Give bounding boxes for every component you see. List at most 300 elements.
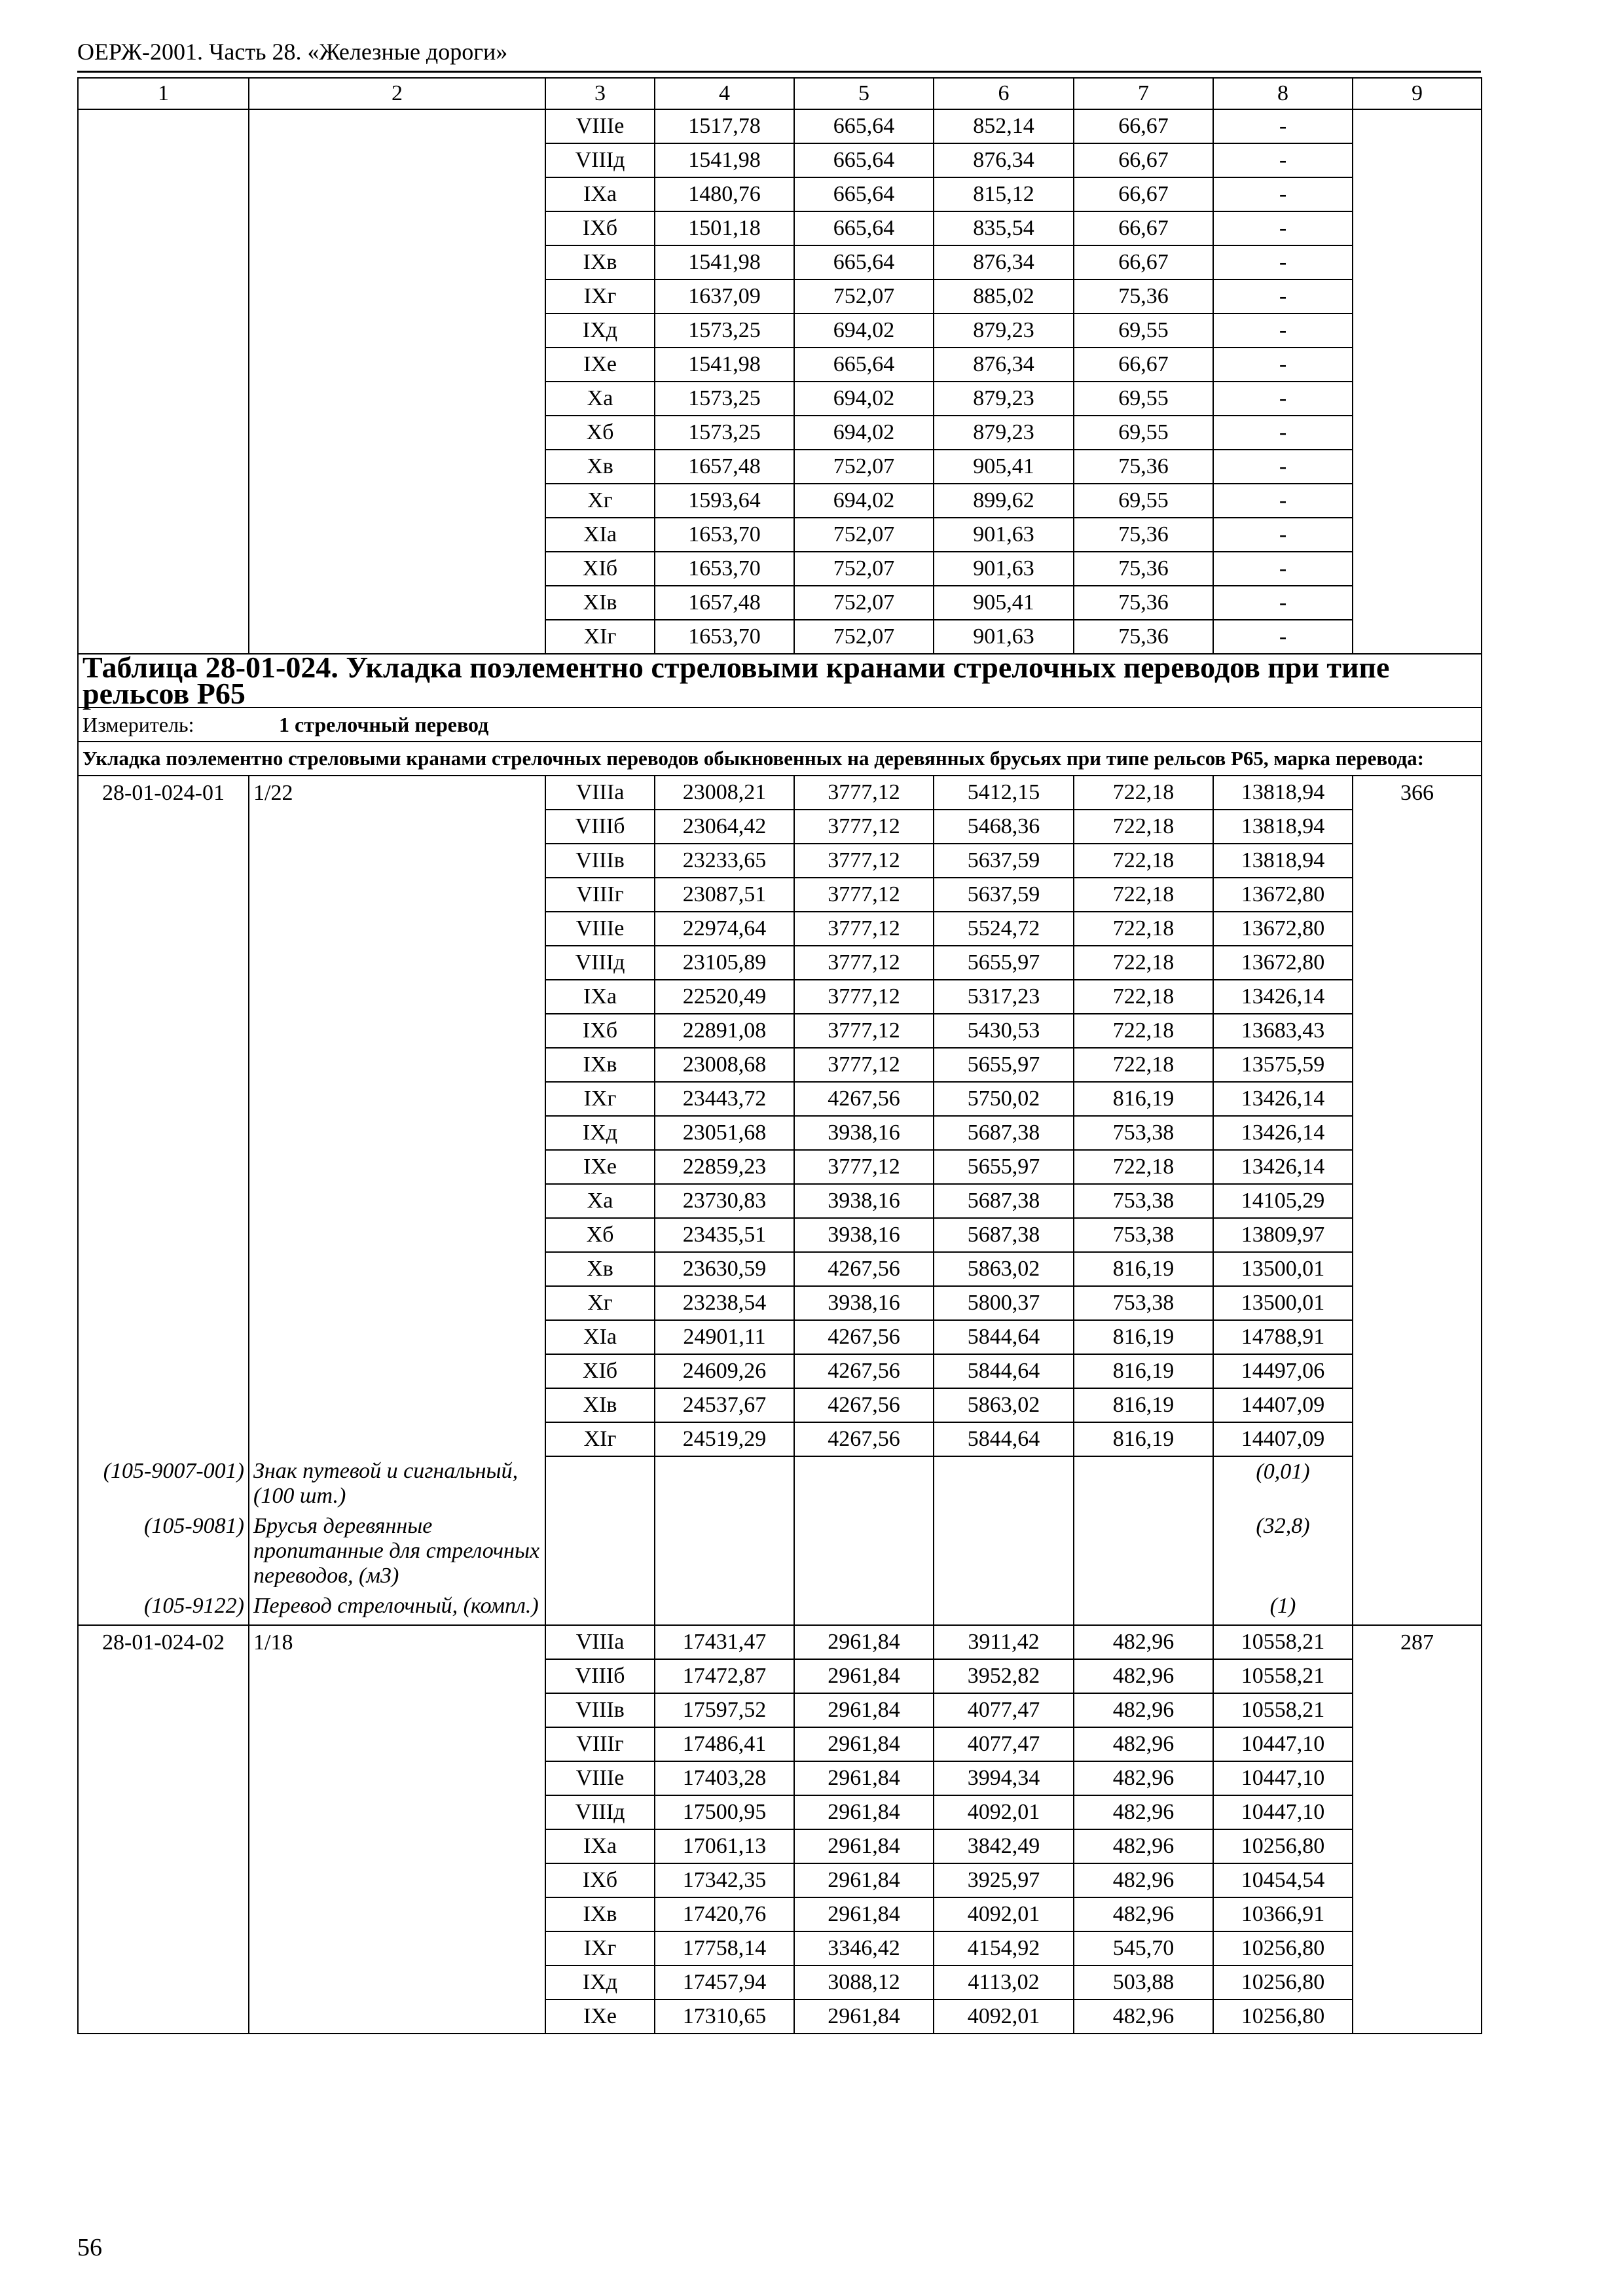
table-row bbox=[78, 2000, 1482, 2034]
value-cell: 10558,21 bbox=[1213, 1625, 1353, 1659]
value-cell: - bbox=[1213, 484, 1353, 518]
table-row bbox=[78, 1116, 1482, 1150]
mark-cell: XIа bbox=[545, 1320, 655, 1354]
value-cell: 5750,02 bbox=[934, 1082, 1074, 1116]
empty-cell bbox=[249, 1014, 545, 1048]
mark-cell: Xа bbox=[545, 1184, 655, 1218]
value-cell: 722,18 bbox=[1074, 810, 1213, 844]
value-cell: 23435,51 bbox=[655, 1218, 794, 1252]
empty-cell bbox=[545, 1456, 655, 1511]
value-cell: 694,02 bbox=[794, 484, 934, 518]
value-cell: 22859,23 bbox=[655, 1150, 794, 1184]
empty-cell bbox=[1353, 1863, 1482, 1897]
empty-cell bbox=[249, 1252, 545, 1286]
empty-cell bbox=[1353, 1048, 1482, 1082]
value-cell: 1653,70 bbox=[655, 552, 794, 586]
mark-cell: IXа bbox=[545, 980, 655, 1014]
value-cell: 5655,97 bbox=[934, 946, 1074, 980]
table-title: Таблица 28-01-024. Укладка поэлементно стреловыми кранами стрелочных переводов при типе рельсов Р65 bbox=[78, 654, 1482, 708]
value-cell: 482,96 bbox=[1074, 1761, 1213, 1795]
value-cell: 23008,68 bbox=[655, 1048, 794, 1082]
empty-cell bbox=[1353, 1286, 1482, 1320]
empty-cell bbox=[1353, 1591, 1482, 1625]
value-cell: 665,64 bbox=[794, 211, 934, 245]
value-cell: 753,38 bbox=[1074, 1116, 1213, 1150]
mark-cell: VIIIв bbox=[545, 1693, 655, 1727]
value-cell: 901,63 bbox=[934, 518, 1074, 552]
table-row bbox=[78, 1965, 1482, 2000]
empty-cell bbox=[1353, 844, 1482, 878]
value-cell: 665,64 bbox=[794, 143, 934, 177]
empty-cell bbox=[1353, 450, 1482, 484]
value-cell: 10454,54 bbox=[1213, 1863, 1353, 1897]
empty-cell bbox=[1353, 348, 1482, 382]
empty-cell bbox=[249, 2000, 545, 2034]
value-cell: 1593,64 bbox=[655, 484, 794, 518]
mark-cell: VIIIе bbox=[545, 912, 655, 946]
value-cell: 1573,25 bbox=[655, 382, 794, 416]
value-cell: 3994,34 bbox=[934, 1761, 1074, 1795]
empty-cell bbox=[249, 1829, 545, 1863]
empty-cell bbox=[249, 1795, 545, 1829]
value-cell: 3938,16 bbox=[794, 1218, 934, 1252]
value-cell: 482,96 bbox=[1074, 1829, 1213, 1863]
table-row bbox=[78, 1931, 1482, 1965]
empty-cell bbox=[78, 382, 249, 416]
empty-cell bbox=[249, 912, 545, 946]
value-cell: 23630,59 bbox=[655, 1252, 794, 1286]
value-cell: 815,12 bbox=[934, 177, 1074, 211]
value-cell: 482,96 bbox=[1074, 1863, 1213, 1897]
mark-cell: VIIIг bbox=[545, 1727, 655, 1761]
table-row bbox=[78, 1320, 1482, 1354]
empty-cell bbox=[78, 878, 249, 912]
empty-cell bbox=[249, 348, 545, 382]
empty-cell bbox=[249, 1286, 545, 1320]
value-cell: 10256,80 bbox=[1213, 1931, 1353, 1965]
empty-cell bbox=[934, 1456, 1074, 1511]
empty-cell bbox=[1353, 1422, 1482, 1456]
value-cell: 4267,56 bbox=[794, 1082, 934, 1116]
table-row bbox=[78, 1150, 1482, 1184]
value-cell: - bbox=[1213, 348, 1353, 382]
table-row bbox=[78, 1863, 1482, 1897]
value-cell: 23443,72 bbox=[655, 1082, 794, 1116]
empty-cell bbox=[78, 552, 249, 586]
value-cell: 10447,10 bbox=[1213, 1795, 1353, 1829]
value-cell: 816,19 bbox=[1074, 1252, 1213, 1286]
empty-cell bbox=[78, 1116, 249, 1150]
value-cell: 2961,84 bbox=[794, 1897, 934, 1931]
value-cell: 23087,51 bbox=[655, 878, 794, 912]
resource-code: (105-9122) bbox=[78, 1591, 249, 1625]
mark-cell: IXб bbox=[545, 1014, 655, 1048]
empty-cell bbox=[78, 109, 249, 143]
empty-cell bbox=[1353, 1659, 1482, 1693]
empty-cell bbox=[655, 1456, 794, 1511]
mark-cell: VIIIд bbox=[545, 946, 655, 980]
table-row bbox=[78, 620, 1482, 654]
value-cell: 5655,97 bbox=[934, 1150, 1074, 1184]
empty-cell bbox=[249, 1693, 545, 1727]
value-cell: 4267,56 bbox=[794, 1252, 934, 1286]
value-cell: 5687,38 bbox=[934, 1218, 1074, 1252]
resource-row bbox=[78, 1511, 1482, 1591]
rate-name: 1/18 bbox=[249, 1625, 545, 1659]
value-cell: 14497,06 bbox=[1213, 1354, 1353, 1388]
value-cell: 23238,54 bbox=[655, 1286, 794, 1320]
value-cell: 24537,67 bbox=[655, 1388, 794, 1422]
empty-cell bbox=[249, 1218, 545, 1252]
table-row bbox=[78, 1727, 1482, 1761]
value-cell: 22974,64 bbox=[655, 912, 794, 946]
value-cell: - bbox=[1213, 382, 1353, 416]
value-cell: 752,07 bbox=[794, 279, 934, 314]
table-row bbox=[78, 1829, 1482, 1863]
mark-cell: Xв bbox=[545, 1252, 655, 1286]
value-cell: 13500,01 bbox=[1213, 1286, 1353, 1320]
value-cell: 2961,84 bbox=[794, 1659, 934, 1693]
value-cell: 5317,23 bbox=[934, 980, 1074, 1014]
value-cell: 23051,68 bbox=[655, 1116, 794, 1150]
mark-cell: XIб bbox=[545, 1354, 655, 1388]
value-cell: 13426,14 bbox=[1213, 980, 1353, 1014]
empty-cell bbox=[1353, 1761, 1482, 1795]
mark-cell: IXб bbox=[545, 1863, 655, 1897]
value-cell: 3938,16 bbox=[794, 1286, 934, 1320]
value-cell: 4077,47 bbox=[934, 1727, 1074, 1761]
value-cell: 3777,12 bbox=[794, 810, 934, 844]
value-cell: 10256,80 bbox=[1213, 2000, 1353, 2034]
value-cell: 10366,91 bbox=[1213, 1897, 1353, 1931]
empty-cell bbox=[1353, 1693, 1482, 1727]
table-row bbox=[78, 912, 1482, 946]
meter-value: 1 стрелочный перевод bbox=[279, 713, 489, 736]
value-cell: 3938,16 bbox=[794, 1184, 934, 1218]
empty-cell bbox=[794, 1511, 934, 1591]
mark-cell: VIIIб bbox=[545, 1659, 655, 1693]
value-cell: 10558,21 bbox=[1213, 1659, 1353, 1693]
value-cell: 2961,84 bbox=[794, 1829, 934, 1863]
value-cell: 905,41 bbox=[934, 450, 1074, 484]
value-cell: 1573,25 bbox=[655, 416, 794, 450]
mark-cell: XIа bbox=[545, 518, 655, 552]
empty-cell bbox=[1353, 552, 1482, 586]
value-cell: 816,19 bbox=[1074, 1354, 1213, 1388]
empty-cell bbox=[1353, 946, 1482, 980]
value-cell: 3346,42 bbox=[794, 1931, 934, 1965]
empty-cell bbox=[794, 1591, 934, 1625]
mark-cell: IXа bbox=[545, 177, 655, 211]
value-cell: 13809,97 bbox=[1213, 1218, 1353, 1252]
resource-value: (32,8) bbox=[1213, 1511, 1353, 1591]
value-cell: 816,19 bbox=[1074, 1320, 1213, 1354]
mark-cell: IXе bbox=[545, 2000, 655, 2034]
value-cell: 1501,18 bbox=[655, 211, 794, 245]
mark-cell: IXд bbox=[545, 314, 655, 348]
empty-cell bbox=[249, 1965, 545, 2000]
value-cell: 879,23 bbox=[934, 314, 1074, 348]
empty-cell bbox=[78, 946, 249, 980]
empty-cell bbox=[78, 586, 249, 620]
mark-cell: IXв bbox=[545, 1048, 655, 1082]
table-row bbox=[78, 314, 1482, 348]
value-cell: - bbox=[1213, 416, 1353, 450]
table-row bbox=[78, 980, 1482, 1014]
table-row bbox=[78, 1795, 1482, 1829]
value-cell: 75,36 bbox=[1074, 620, 1213, 654]
value-cell: 69,55 bbox=[1074, 416, 1213, 450]
table-row bbox=[78, 776, 1482, 810]
value-cell: 4077,47 bbox=[934, 1693, 1074, 1727]
value-cell: 3952,82 bbox=[934, 1659, 1074, 1693]
mark-cell: Xб bbox=[545, 1218, 655, 1252]
value-cell: 905,41 bbox=[934, 586, 1074, 620]
value-cell: 752,07 bbox=[794, 450, 934, 484]
value-cell: 3938,16 bbox=[794, 1116, 934, 1150]
value-cell: 75,36 bbox=[1074, 279, 1213, 314]
value-cell: 899,62 bbox=[934, 484, 1074, 518]
value-cell: 503,88 bbox=[1074, 1965, 1213, 2000]
value-cell: 722,18 bbox=[1074, 1014, 1213, 1048]
value-cell: 2961,84 bbox=[794, 1795, 934, 1829]
empty-cell bbox=[1353, 1354, 1482, 1388]
value-cell: - bbox=[1213, 279, 1353, 314]
value-cell: 17597,52 bbox=[655, 1693, 794, 1727]
value-cell: 901,63 bbox=[934, 620, 1074, 654]
empty-cell bbox=[78, 1388, 249, 1422]
table-row bbox=[78, 878, 1482, 912]
empty-cell bbox=[1353, 1082, 1482, 1116]
value-cell: 1653,70 bbox=[655, 518, 794, 552]
value-cell: 10256,80 bbox=[1213, 1829, 1353, 1863]
empty-cell bbox=[249, 245, 545, 279]
resource-value: (0,01) bbox=[1213, 1456, 1353, 1511]
mark-cell: IXг bbox=[545, 1931, 655, 1965]
table-row bbox=[78, 1014, 1482, 1048]
value-cell: 10256,80 bbox=[1213, 1965, 1353, 2000]
resource-code: (105-9007-001) bbox=[78, 1456, 249, 1511]
value-cell: - bbox=[1213, 518, 1353, 552]
empty-cell bbox=[1353, 143, 1482, 177]
empty-cell bbox=[249, 109, 545, 143]
value-cell: 901,63 bbox=[934, 552, 1074, 586]
table-row bbox=[78, 1422, 1482, 1456]
column-number: 9 bbox=[1353, 78, 1482, 109]
value-cell: 722,18 bbox=[1074, 1048, 1213, 1082]
mark-cell: VIIIд bbox=[545, 143, 655, 177]
resource-name: Перевод стрелочный, (компл.) bbox=[249, 1591, 545, 1625]
empty-cell bbox=[249, 1727, 545, 1761]
table-row bbox=[78, 1184, 1482, 1218]
value-cell: 17342,35 bbox=[655, 1863, 794, 1897]
empty-cell bbox=[78, 810, 249, 844]
value-cell: 66,67 bbox=[1074, 348, 1213, 382]
empty-cell bbox=[249, 1897, 545, 1931]
table-row bbox=[78, 1659, 1482, 1693]
value-cell: 4092,01 bbox=[934, 2000, 1074, 2034]
table-row bbox=[78, 844, 1482, 878]
meter-label: Измеритель: bbox=[82, 713, 194, 736]
value-cell: 4154,92 bbox=[934, 1931, 1074, 1965]
value-cell: 3911,42 bbox=[934, 1625, 1074, 1659]
value-cell: 852,14 bbox=[934, 109, 1074, 143]
page-header: ОЕРЖ-2001. Часть 28. «Железные дороги» bbox=[77, 39, 508, 65]
value-cell: 1541,98 bbox=[655, 143, 794, 177]
value-cell: 17403,28 bbox=[655, 1761, 794, 1795]
value-cell: 816,19 bbox=[1074, 1422, 1213, 1456]
empty-cell bbox=[78, 177, 249, 211]
value-cell: 17500,95 bbox=[655, 1795, 794, 1829]
empty-cell bbox=[78, 1218, 249, 1252]
table-row bbox=[78, 348, 1482, 382]
empty-cell bbox=[249, 810, 545, 844]
empty-cell bbox=[249, 1761, 545, 1795]
table-row bbox=[78, 518, 1482, 552]
empty-cell bbox=[78, 1965, 249, 2000]
empty-cell bbox=[1353, 177, 1482, 211]
value-cell: 66,67 bbox=[1074, 211, 1213, 245]
empty-cell bbox=[78, 1931, 249, 1965]
empty-cell bbox=[249, 1320, 545, 1354]
empty-cell bbox=[1353, 1897, 1482, 1931]
value-cell: 10447,10 bbox=[1213, 1727, 1353, 1761]
resource-name: Брусья деревянные пропитанные для стрелочных переводов, (м3) bbox=[249, 1511, 545, 1591]
table-row bbox=[78, 177, 1482, 211]
value-cell: 5430,53 bbox=[934, 1014, 1074, 1048]
value-cell: 3777,12 bbox=[794, 776, 934, 810]
empty-cell bbox=[249, 1388, 545, 1422]
value-cell: 753,38 bbox=[1074, 1218, 1213, 1252]
table-body bbox=[78, 78, 1482, 2034]
empty-cell bbox=[249, 1422, 545, 1456]
value-cell: 17431,47 bbox=[655, 1625, 794, 1659]
mark-cell: XIг bbox=[545, 1422, 655, 1456]
empty-cell bbox=[249, 844, 545, 878]
value-cell: 482,96 bbox=[1074, 2000, 1213, 2034]
empty-cell bbox=[1353, 1320, 1482, 1354]
value-cell: 694,02 bbox=[794, 382, 934, 416]
table-row bbox=[78, 1693, 1482, 1727]
value-cell: 23730,83 bbox=[655, 1184, 794, 1218]
value-cell: 694,02 bbox=[794, 416, 934, 450]
value-cell: 722,18 bbox=[1074, 946, 1213, 980]
empty-cell bbox=[1353, 1829, 1482, 1863]
empty-cell bbox=[1353, 912, 1482, 946]
empty-cell bbox=[934, 1511, 1074, 1591]
value-cell: 13818,94 bbox=[1213, 776, 1353, 810]
value-cell: 75,36 bbox=[1074, 450, 1213, 484]
value-cell: 752,07 bbox=[794, 552, 934, 586]
mark-cell: XIв bbox=[545, 586, 655, 620]
column-number: 7 bbox=[1074, 78, 1213, 109]
empty-cell bbox=[1353, 1965, 1482, 2000]
mark-cell: IXе bbox=[545, 1150, 655, 1184]
value-cell: 5800,37 bbox=[934, 1286, 1074, 1320]
empty-cell bbox=[249, 946, 545, 980]
value-cell: 1517,78 bbox=[655, 109, 794, 143]
empty-cell bbox=[1353, 878, 1482, 912]
table-row bbox=[78, 109, 1482, 143]
value-cell: - bbox=[1213, 211, 1353, 245]
empty-cell bbox=[78, 1829, 249, 1863]
empty-cell bbox=[249, 980, 545, 1014]
empty-cell bbox=[78, 1727, 249, 1761]
meter-cell bbox=[78, 708, 1482, 742]
empty-cell bbox=[78, 348, 249, 382]
empty-cell bbox=[78, 143, 249, 177]
empty-cell bbox=[1353, 314, 1482, 348]
value-cell: - bbox=[1213, 245, 1353, 279]
empty-cell bbox=[78, 2000, 249, 2034]
empty-cell bbox=[78, 1659, 249, 1693]
empty-cell bbox=[78, 912, 249, 946]
empty-cell bbox=[655, 1591, 794, 1625]
value-cell: 816,19 bbox=[1074, 1082, 1213, 1116]
value-cell: 4267,56 bbox=[794, 1320, 934, 1354]
empty-cell bbox=[78, 1761, 249, 1795]
value-cell: 2961,84 bbox=[794, 1863, 934, 1897]
value-cell: 17457,94 bbox=[655, 1965, 794, 2000]
empty-cell bbox=[1353, 1252, 1482, 1286]
value-cell: 5524,72 bbox=[934, 912, 1074, 946]
empty-cell bbox=[78, 484, 249, 518]
empty-cell bbox=[1353, 1795, 1482, 1829]
value-cell: - bbox=[1213, 620, 1353, 654]
value-cell: 1657,48 bbox=[655, 586, 794, 620]
value-cell: 753,38 bbox=[1074, 1286, 1213, 1320]
value-cell: 22520,49 bbox=[655, 980, 794, 1014]
table-row bbox=[78, 416, 1482, 450]
value-cell: 13426,14 bbox=[1213, 1082, 1353, 1116]
empty-cell bbox=[78, 279, 249, 314]
value-cell: 722,18 bbox=[1074, 912, 1213, 946]
value-cell: 482,96 bbox=[1074, 1727, 1213, 1761]
value-cell: 22891,08 bbox=[655, 1014, 794, 1048]
value-cell: 75,36 bbox=[1074, 552, 1213, 586]
header-rule bbox=[77, 71, 1481, 73]
empty-cell bbox=[1353, 1727, 1482, 1761]
value-cell: 3777,12 bbox=[794, 878, 934, 912]
value-cell: - bbox=[1213, 586, 1353, 620]
column-number: 1 bbox=[78, 78, 249, 109]
empty-cell bbox=[249, 450, 545, 484]
table-row bbox=[78, 1252, 1482, 1286]
empty-cell bbox=[1353, 980, 1482, 1014]
empty-cell bbox=[78, 1252, 249, 1286]
value-cell: 3842,49 bbox=[934, 1829, 1074, 1863]
table-row bbox=[78, 810, 1482, 844]
value-cell: 3777,12 bbox=[794, 946, 934, 980]
empty-cell bbox=[78, 1354, 249, 1388]
value-cell: 13683,43 bbox=[1213, 1014, 1353, 1048]
value-cell: 66,67 bbox=[1074, 109, 1213, 143]
column-number: 6 bbox=[934, 78, 1074, 109]
mark-cell: VIIIг bbox=[545, 878, 655, 912]
value-cell: 722,18 bbox=[1074, 844, 1213, 878]
empty-cell bbox=[1353, 1150, 1482, 1184]
table-row bbox=[78, 1388, 1482, 1422]
value-cell: 5863,02 bbox=[934, 1252, 1074, 1286]
mark-cell: IXе bbox=[545, 348, 655, 382]
value-cell: 876,34 bbox=[934, 143, 1074, 177]
empty-cell bbox=[249, 143, 545, 177]
table-row bbox=[78, 450, 1482, 484]
value-cell: 17420,76 bbox=[655, 1897, 794, 1931]
value-cell: 5468,36 bbox=[934, 810, 1074, 844]
empty-cell bbox=[1353, 1116, 1482, 1150]
value-cell: 2961,84 bbox=[794, 1625, 934, 1659]
